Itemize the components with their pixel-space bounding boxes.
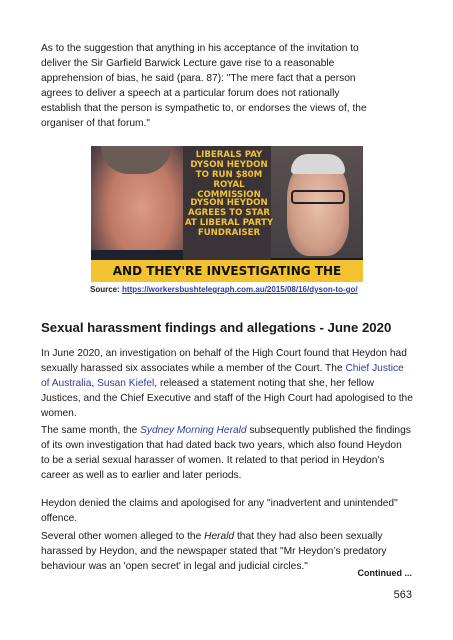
image-headline-2: DYSON HEYDON AGREES TO STAR AT LIBERAL PARTY FUNDRAISER: [184, 198, 274, 238]
source-link[interactable]: https://workersbushtelegraph.com.au/2015/08/16/dyson-to-go/: [122, 285, 358, 294]
intro-line: agrees to deliver a speech at a particular forum does not rationally: [41, 88, 340, 99]
paragraph-1: [41, 346, 413, 421]
caption-label: Source:: [90, 285, 123, 294]
susan-kiefel-link[interactable]: Susan Kiefel: [97, 378, 155, 389]
p1-text-c: , released a statement noting that she, her fellow Justices, and the Chief Executive and staff of the High Court had apologised to the women.: [41, 378, 413, 419]
article-image: [91, 146, 363, 282]
section-heading: Sexual harassment findings and allegations - June 2020: [41, 320, 392, 335]
intro-line: apprehension of bias, he said (para. 87): "The mere fact that a person: [41, 73, 356, 84]
p1-text-a: In June 2020, an investigation on behalf of the High Court found that Heydon had sexually harassed six associates while a member of the Court. The: [41, 348, 407, 374]
image-headline-1: LIBERALS PAY DYSON HEYDON TO RUN $80M ROYAL COMMISSION: [190, 150, 268, 200]
page-number: 563: [393, 589, 412, 601]
smh-link[interactable]: Sydney Morning Herald: [140, 425, 247, 436]
intro-line: deliver the Sir Garfield Barwick Lecture gave rise to a reasonable: [41, 58, 335, 69]
intro-line: establish that the person is sympathetic to, or endorses the views of, the: [41, 103, 367, 114]
herald-text: Herald: [204, 531, 235, 542]
p4-text-b: that they had also been sexually harassed by Heydon, and the newspaper stated that "Mr Heydon’s predatory behaviour was an 'open secret' in legal and judicial circles.": [41, 531, 387, 572]
image-caption: [90, 285, 420, 294]
intro-paragraph: [41, 41, 413, 131]
paragraph-3: Heydon denied the claims and apologised for any "inadvertent and unintended" offence.: [41, 498, 398, 524]
p4-text-a: Several other women alleged to the: [41, 531, 205, 542]
paragraph-2: [41, 423, 413, 483]
p2-text-b: subsequently published the findings of its own investigation that had dated back two years, which also found Heydon to be a serial sexual harasser of women. It related to that period in Heydon's career as well as to earlier and later periods.: [41, 425, 411, 481]
p1-text-b: ,: [91, 378, 98, 389]
right-portrait-hair: [291, 154, 345, 174]
right-portrait-face: [287, 160, 349, 256]
chief-justice-link[interactable]: Chief Justice of Australia: [41, 363, 404, 389]
p2-text-a: The same month, the: [41, 425, 141, 436]
intro-line: As to the suggestion that anything in his acceptance of the invitation to: [41, 43, 359, 54]
continued-label: Continued ...: [357, 568, 412, 578]
glasses-icon: [291, 190, 345, 204]
image-banner: AND THEY'RE INVESTIGATING THE: [91, 260, 363, 282]
intro-line: organiser of that forum.": [41, 118, 150, 129]
